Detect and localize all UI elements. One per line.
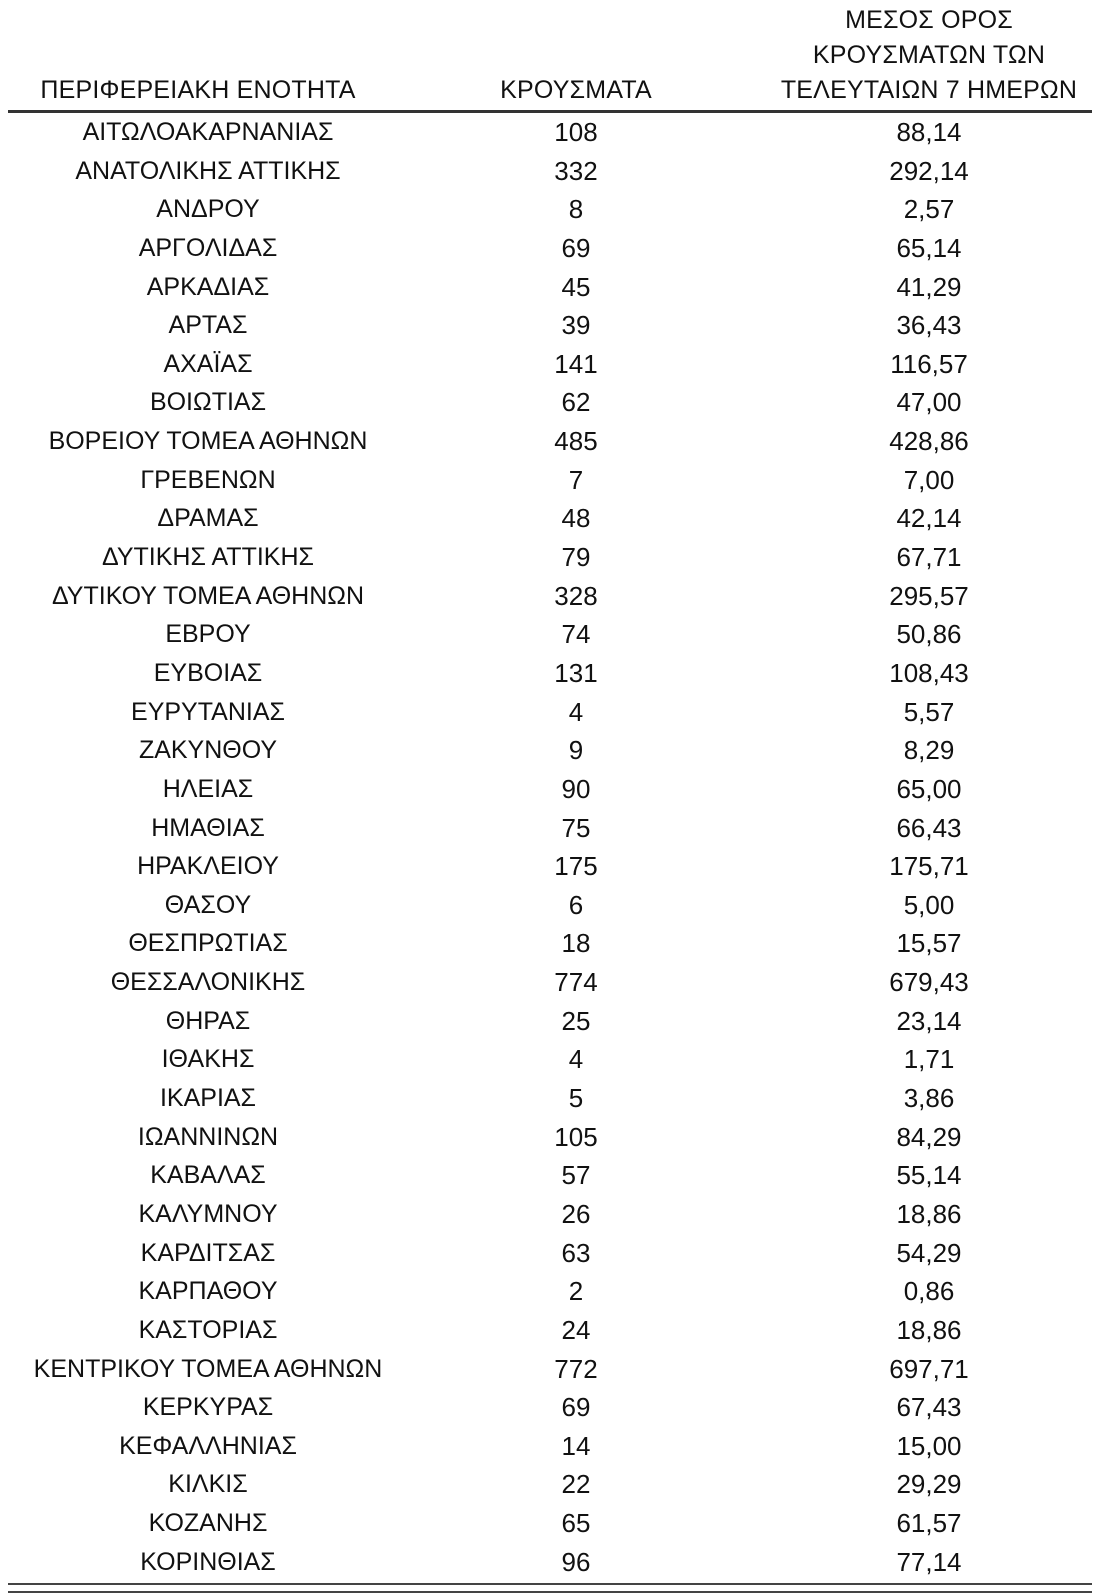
table-row: [8, 886, 1092, 925]
region-cell: ΙΘΑΚΗΣ: [161, 1045, 255, 1074]
table-row: [8, 809, 1092, 848]
avg-header-line: ΜΕΣΟΣ ΟΡΟΣ: [845, 6, 1013, 34]
cases-cell: 772: [554, 1353, 598, 1384]
seven-day-average-cell: 88,14: [896, 117, 962, 147]
cases-cell: 8: [568, 194, 584, 225]
cases-cell: 332: [554, 155, 598, 186]
cases-cell: 18: [561, 928, 591, 959]
seven-day-average-cell: 7,00: [903, 464, 955, 495]
table-row: [8, 113, 1092, 152]
table-row: [8, 1079, 1092, 1118]
seven-day-average-cell: 55,14: [896, 1160, 962, 1191]
seven-day-average-column-header: [766, 3, 1092, 108]
cases-cell: 45: [561, 271, 591, 302]
seven-day-average-cell: 679,43: [889, 967, 969, 998]
cases-cell: 6: [568, 889, 584, 920]
seven-day-average-cell: 65,14: [896, 232, 962, 263]
region-cell: ΚΟΡΙΝΘΙΑΣ: [140, 1547, 276, 1576]
region-cell: ΔΥΤΙΚΟΥ ΤΟΜΕΑ ΑΘΗΝΩΝ: [51, 581, 365, 610]
region-cell: ΑΧΑΪΑΣ: [163, 349, 253, 378]
region-cell: ΓΡΕΒΕΝΩΝ: [140, 465, 276, 494]
cases-cell: 774: [554, 967, 598, 998]
table-row: [8, 924, 1092, 963]
cases-cell: 25: [561, 1005, 591, 1036]
cases-cell: 48: [561, 503, 591, 534]
seven-day-average-cell: 3,86: [903, 1083, 955, 1114]
region-cell: ΗΜΑΘΙΑΣ: [151, 813, 265, 842]
region-cell: ΕΥΒΟΙΑΣ: [153, 658, 263, 687]
seven-day-average-cell: 65,00: [896, 773, 962, 804]
cases-cell: 175: [554, 851, 598, 882]
seven-day-average-cell: 67,43: [896, 1392, 962, 1423]
table-row: [8, 731, 1092, 770]
seven-day-average-cell: 50,86: [896, 619, 962, 650]
cases-table: [8, 0, 1092, 1593]
seven-day-average-cell: 1,71: [903, 1044, 955, 1075]
region-cell: ΔΡΑΜΑΣ: [157, 504, 259, 533]
region-cell: ΚΑΣΤΟΡΙΑΣ: [138, 1315, 278, 1344]
seven-day-average-cell: 36,43: [896, 310, 962, 341]
cases-column-header: ΚΡΟΥΣΜΑΤΑ: [500, 76, 652, 104]
cases-cell: 108: [554, 117, 598, 147]
table-row: [8, 1156, 1092, 1195]
table-row: [8, 499, 1092, 538]
cases-cell: 328: [554, 580, 598, 611]
region-cell: ΚΑΡΔΙΤΣΑΣ: [140, 1238, 276, 1267]
table-row: [8, 1234, 1092, 1273]
cases-cell: 74: [561, 619, 591, 650]
seven-day-average-cell: 295,57: [889, 580, 969, 611]
table-row: [8, 538, 1092, 577]
region-cell: ΘΗΡΑΣ: [165, 1006, 251, 1035]
table-row: [8, 1272, 1092, 1311]
table-row: [8, 306, 1092, 345]
region-cell: ΗΛΕΙΑΣ: [162, 774, 254, 803]
cases-cell: 96: [561, 1546, 591, 1577]
cases-cell: 57: [561, 1160, 591, 1191]
seven-day-average-cell: 15,00: [896, 1430, 962, 1461]
cases-cell: 485: [554, 426, 598, 457]
cases-cell: 5: [568, 1083, 584, 1114]
table-row: [8, 1504, 1092, 1543]
table-header: [8, 0, 1092, 113]
cases-cell: 131: [554, 657, 598, 688]
seven-day-average-cell: 66,43: [896, 812, 962, 843]
region-cell: ΚΕΝΤΡΙΚΟΥ ΤΟΜΕΑ ΑΘΗΝΩΝ: [33, 1354, 383, 1383]
seven-day-average-cell: 15,57: [896, 928, 962, 959]
table-row: [8, 693, 1092, 732]
region-cell: ΑΙΤΩΛΟΑΚΑΡΝΑΝΙΑΣ: [82, 118, 334, 146]
seven-day-average-cell: 18,86: [896, 1198, 962, 1229]
table-row: [8, 461, 1092, 500]
region-cell: ΙΩΑΝΝΙΝΩΝ: [137, 1122, 279, 1151]
seven-day-average-cell: 61,57: [896, 1508, 962, 1539]
region-cell: ΘΑΣΟΥ: [164, 890, 252, 919]
seven-day-average-cell: 108,43: [889, 657, 969, 688]
table-row: [8, 615, 1092, 654]
cases-cell: 14: [561, 1430, 591, 1461]
seven-day-average-cell: 292,14: [889, 155, 969, 186]
cases-cell: 69: [561, 1392, 591, 1423]
table-row: [8, 383, 1092, 422]
seven-day-average-cell: 5,00: [903, 889, 955, 920]
table-row: [8, 847, 1092, 886]
table-row: [8, 229, 1092, 268]
table-bottom-rule: [8, 1583, 1092, 1593]
table-row: [8, 1465, 1092, 1504]
seven-day-average-cell: 428,86: [889, 426, 969, 457]
table-row: [8, 1350, 1092, 1389]
avg-header-line: ΚΡΟΥΣΜΑΤΩΝ ΤΩΝ: [812, 41, 1046, 69]
cases-cell: 22: [561, 1469, 591, 1500]
seven-day-average-cell: 29,29: [896, 1469, 962, 1500]
seven-day-average-cell: 116,57: [890, 348, 968, 379]
region-cell: ΚΑΒΑΛΑΣ: [150, 1161, 266, 1190]
cases-cell: 79: [561, 542, 591, 573]
region-cell: ΔΥΤΙΚΗΣ ΑΤΤΙΚΗΣ: [102, 543, 314, 572]
region-cell: ΒΟΙΩΤΙΑΣ: [149, 388, 267, 417]
table-row: [8, 1040, 1092, 1079]
region-cell: ΒΟΡΕΙΟΥ ΤΟΜΕΑ ΑΘΗΝΩΝ: [48, 427, 368, 456]
cases-cell: 39: [561, 310, 591, 341]
region-cell: ΘΕΣΣΑΛΟΝΙΚΗΣ: [110, 968, 306, 997]
cases-cell: 141: [554, 348, 598, 379]
cases-cell: 75: [561, 812, 591, 843]
seven-day-average-cell: 697,71: [889, 1353, 969, 1384]
region-cell: ΑΡΓΟΛΙΔΑΣ: [138, 233, 278, 262]
cases-cell: 90: [561, 773, 591, 804]
region-cell: ΖΑΚΥΝΘΟΥ: [138, 736, 278, 765]
region-cell: ΚΑΡΠΑΘΟΥ: [138, 1277, 278, 1306]
region-cell: ΙΚΑΡΙΑΣ: [159, 1084, 257, 1113]
table-row: [8, 1118, 1092, 1157]
table-row: [8, 963, 1092, 1002]
seven-day-average-cell: 18,86: [896, 1314, 962, 1345]
region-cell: ΑΡΚΑΔΙΑΣ: [146, 272, 270, 301]
cases-cell: 65: [561, 1508, 591, 1539]
region-column-header: ΠΕΡΙΦΕΡΕΙΑΚΗ ΕΝΟΤΗΤΑ: [40, 76, 356, 104]
cases-cell: 7: [568, 464, 584, 495]
region-cell: ΑΝΔΡΟΥ: [156, 195, 260, 224]
table-row: [8, 1543, 1092, 1582]
region-cell: ΚΕΡΚΥΡΑΣ: [142, 1393, 274, 1422]
table-row: [8, 654, 1092, 693]
seven-day-average-cell: 8,29: [903, 735, 955, 766]
seven-day-average-cell: 0,86: [903, 1276, 955, 1307]
seven-day-average-cell: 41,29: [896, 271, 962, 302]
seven-day-average-cell: 54,29: [896, 1237, 962, 1268]
table-row: [8, 1427, 1092, 1466]
region-cell: ΚΑΛΥΜΝΟΥ: [138, 1199, 278, 1228]
seven-day-average-cell: 47,00: [896, 387, 962, 418]
region-cell: ΑΝΑΤΟΛΙΚΗΣ ΑΤΤΙΚΗΣ: [75, 156, 341, 185]
region-cell: ΚΕΦΑΛΛΗΝΙΑΣ: [119, 1431, 297, 1460]
seven-day-average-cell: 2,57: [903, 194, 955, 225]
seven-day-average-cell: 67,71: [896, 542, 962, 573]
cases-cell: 63: [561, 1237, 591, 1268]
seven-day-average-cell: 42,14: [896, 503, 962, 534]
region-cell: ΘΕΣΠΡΩΤΙΑΣ: [128, 929, 288, 958]
cases-cell: 4: [568, 1044, 584, 1075]
cases-cell: 4: [568, 696, 584, 727]
table-body: [8, 113, 1092, 1581]
table-row: [8, 152, 1092, 191]
table-row: [8, 190, 1092, 229]
cases-cell: 69: [561, 232, 591, 263]
seven-day-average-cell: 5,57: [903, 696, 955, 727]
seven-day-average-cell: 175,71: [889, 851, 969, 882]
region-cell: ΕΒΡΟΥ: [165, 620, 251, 649]
table-row: [8, 1195, 1092, 1234]
table-row: [8, 770, 1092, 809]
table-row: [8, 1388, 1092, 1427]
cases-cell: 105: [554, 1121, 598, 1152]
region-cell: ΕΥΡΥΤΑΝΙΑΣ: [131, 697, 285, 726]
region-cell: ΚΟΖΑΝΗΣ: [148, 1509, 268, 1538]
table-row: [8, 1311, 1092, 1350]
seven-day-average-cell: 23,14: [896, 1005, 962, 1036]
table-row: [8, 1002, 1092, 1041]
cases-cell: 9: [568, 735, 584, 766]
table-row: [8, 268, 1092, 307]
cases-cell: 26: [561, 1198, 591, 1229]
region-cell: ΗΡΑΚΛΕΙΟΥ: [137, 852, 279, 881]
table-row: [8, 422, 1092, 461]
cases-cell: 62: [561, 387, 591, 418]
cases-cell: 2: [568, 1276, 584, 1307]
table-row: [8, 577, 1092, 616]
table-row: [8, 345, 1092, 384]
seven-day-average-cell: 84,29: [896, 1121, 962, 1152]
cases-cell: 24: [561, 1314, 591, 1345]
avg-header-line: ΤΕΛΕΥΤΑΙΩΝ 7 ΗΜΕΡΩΝ: [780, 76, 1078, 104]
seven-day-average-cell: 77,14: [896, 1546, 962, 1577]
region-cell: ΚΙΛΚΙΣ: [168, 1470, 248, 1499]
region-cell: ΑΡΤΑΣ: [168, 311, 248, 340]
